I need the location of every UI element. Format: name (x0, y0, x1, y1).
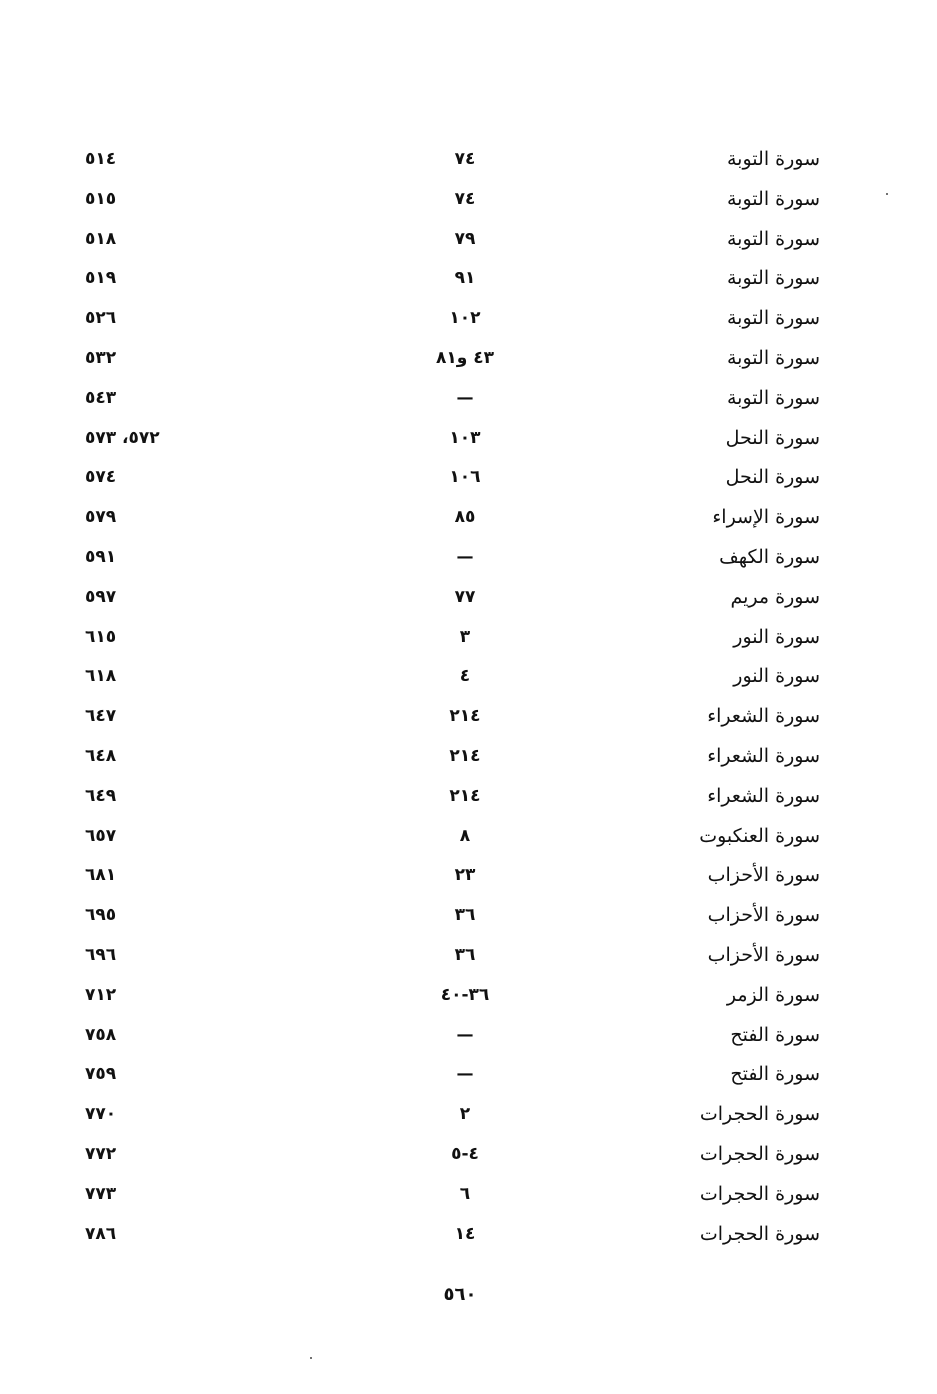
page-reference: ٥٩٧ (85, 586, 117, 607)
page-reference: ٥١٥ (85, 188, 117, 209)
page-reference: ٦٩٥ (85, 905, 117, 926)
page-reference: ٦٩٦ (85, 944, 117, 965)
verse-number: ١٠٣ (449, 427, 481, 448)
verse-number: ١٤ (454, 1223, 476, 1244)
surah-name: سورة الحجرات (699, 1222, 820, 1245)
surah-name: سورة التوبة (727, 187, 820, 210)
index-row (80, 1016, 820, 1056)
verse-number: ٦ (459, 1183, 471, 1204)
verse-number: ١٠٦ (449, 467, 481, 488)
index-row (80, 618, 820, 658)
index-row (80, 697, 820, 737)
surah-name: سورة التوبة (727, 307, 820, 330)
surah-name: سورة الكهف (719, 545, 820, 568)
verse-number: ٤ (459, 666, 471, 687)
surah-name: سورة النحل (725, 466, 820, 489)
index-row (80, 339, 820, 379)
index-row (80, 737, 820, 777)
page-reference: ٦٤٩ (85, 785, 117, 806)
verse-number: ٨٥ (454, 507, 476, 528)
surah-name: سورة الأحزاب (707, 864, 820, 887)
surah-name: سورة النور (733, 625, 820, 648)
surah-name: سورة الشعراء (707, 744, 820, 767)
page-reference: ٧١٢ (85, 984, 117, 1005)
page-reference: ٥٢٦ (85, 308, 117, 329)
index-row (80, 140, 820, 180)
page-reference: ٦٥٧ (85, 825, 117, 846)
index-row (80, 498, 820, 538)
page-number: ٥٦٠ (443, 1284, 477, 1305)
page-reference: ٦٤٨ (85, 745, 117, 766)
scan-speck (886, 193, 888, 195)
surah-name: سورة الحجرات (699, 1103, 820, 1126)
page-reference: ٧٨٦ (85, 1223, 117, 1244)
surah-name: سورة النور (733, 665, 820, 688)
index-row (80, 578, 820, 618)
surah-name: سورة الحجرات (699, 1142, 820, 1165)
page-reference: ٥١٩ (85, 268, 117, 289)
surah-name: سورة التوبة (727, 267, 820, 290)
page-reference: ٥١٨ (85, 228, 117, 249)
index-row (80, 259, 820, 299)
page-reference: ٧٧٠ (85, 1104, 117, 1125)
verse-number: ٢ (459, 1104, 471, 1125)
scan-speck (310, 1357, 312, 1359)
verse-number: ٣٦-٤٠ (440, 984, 490, 1005)
page-reference: ٦٨١ (85, 865, 117, 886)
verse-number: ٣٦ (454, 944, 476, 965)
page-reference: ٥٧٢، ٥٧٣ (85, 427, 160, 448)
index-row (80, 538, 820, 578)
surah-name: سورة الفتح (730, 1063, 820, 1086)
index-row (80, 1175, 820, 1215)
verse-number: ١٠٢ (449, 308, 481, 329)
verse-number: ٣ (459, 626, 471, 647)
surah-name: سورة مريم (730, 585, 820, 608)
verse-number: ٨ (459, 825, 471, 846)
index-row (80, 1135, 820, 1175)
index-row (80, 936, 820, 976)
page-reference: ٧٥٨ (85, 1024, 117, 1045)
verse-number: ٩١ (454, 268, 476, 289)
verse-number: ٢٣ (454, 865, 476, 886)
index-row (80, 220, 820, 260)
index-row (80, 299, 820, 339)
quran-verse-index-table (80, 140, 820, 1254)
verse-number: — (456, 1064, 474, 1085)
verse-number: ٧٤ (454, 188, 476, 209)
index-row (80, 458, 820, 498)
surah-name: سورة التوبة (727, 386, 820, 409)
surah-name: سورة الحجرات (699, 1182, 820, 1205)
verse-number: ٣٦ (454, 905, 476, 926)
page-reference: ٦١٥ (85, 626, 117, 647)
index-row (80, 896, 820, 936)
surah-name: سورة الزمر (726, 983, 820, 1006)
surah-name: سورة التوبة (727, 346, 820, 369)
page-reference: ٦١٨ (85, 666, 117, 687)
verse-number: ٢١٤ (449, 706, 481, 727)
index-row (80, 379, 820, 419)
page-reference: ٥٩١ (85, 546, 117, 567)
surah-name: سورة الأحزاب (707, 943, 820, 966)
page-reference: ٧٧٣ (85, 1183, 117, 1204)
index-row (80, 777, 820, 817)
surah-name: سورة الفتح (730, 1023, 820, 1046)
verse-number: ٧٩ (454, 228, 476, 249)
page-reference: ٥١٤ (85, 149, 117, 169)
index-row (80, 1095, 820, 1135)
verse-number: ٢١٤ (449, 745, 481, 766)
surah-name: سورة الشعراء (707, 784, 820, 807)
verse-number: — (456, 1024, 474, 1045)
surah-name: سورة التوبة (727, 227, 820, 250)
verse-number: ٤٣ و٨١ (435, 347, 495, 368)
verse-number: ٧٧ (454, 586, 476, 607)
page-reference: ٥٣٢ (85, 347, 117, 368)
surah-name: سورة العنكبوت (699, 824, 820, 847)
page-reference: ٥٧٩ (85, 507, 117, 528)
index-row (80, 1215, 820, 1255)
verse-number: — (456, 546, 474, 567)
page-reference: ٦٤٧ (85, 706, 117, 727)
index-row (80, 657, 820, 697)
verse-number: — (456, 387, 474, 408)
index-row (80, 419, 820, 459)
index-row (80, 180, 820, 220)
verse-number: ٤-٥ (451, 1143, 479, 1164)
verse-number: ٧٤ (454, 149, 476, 169)
page-reference: ٥٧٤ (85, 467, 117, 488)
surah-name: سورة النحل (725, 426, 820, 449)
verse-number: ٢١٤ (449, 785, 481, 806)
surah-name: سورة الإسراء (712, 506, 820, 529)
page-reference: ٧٧٢ (85, 1143, 117, 1164)
surah-name: سورة التوبة (727, 148, 820, 170)
index-row (80, 1055, 820, 1095)
index-row (80, 856, 820, 896)
page-reference: ٧٥٩ (85, 1064, 117, 1085)
index-row (80, 976, 820, 1016)
index-row (80, 817, 820, 857)
surah-name: سورة الشعراء (707, 705, 820, 728)
surah-name: سورة الأحزاب (707, 904, 820, 927)
page-reference: ٥٤٣ (85, 387, 117, 408)
